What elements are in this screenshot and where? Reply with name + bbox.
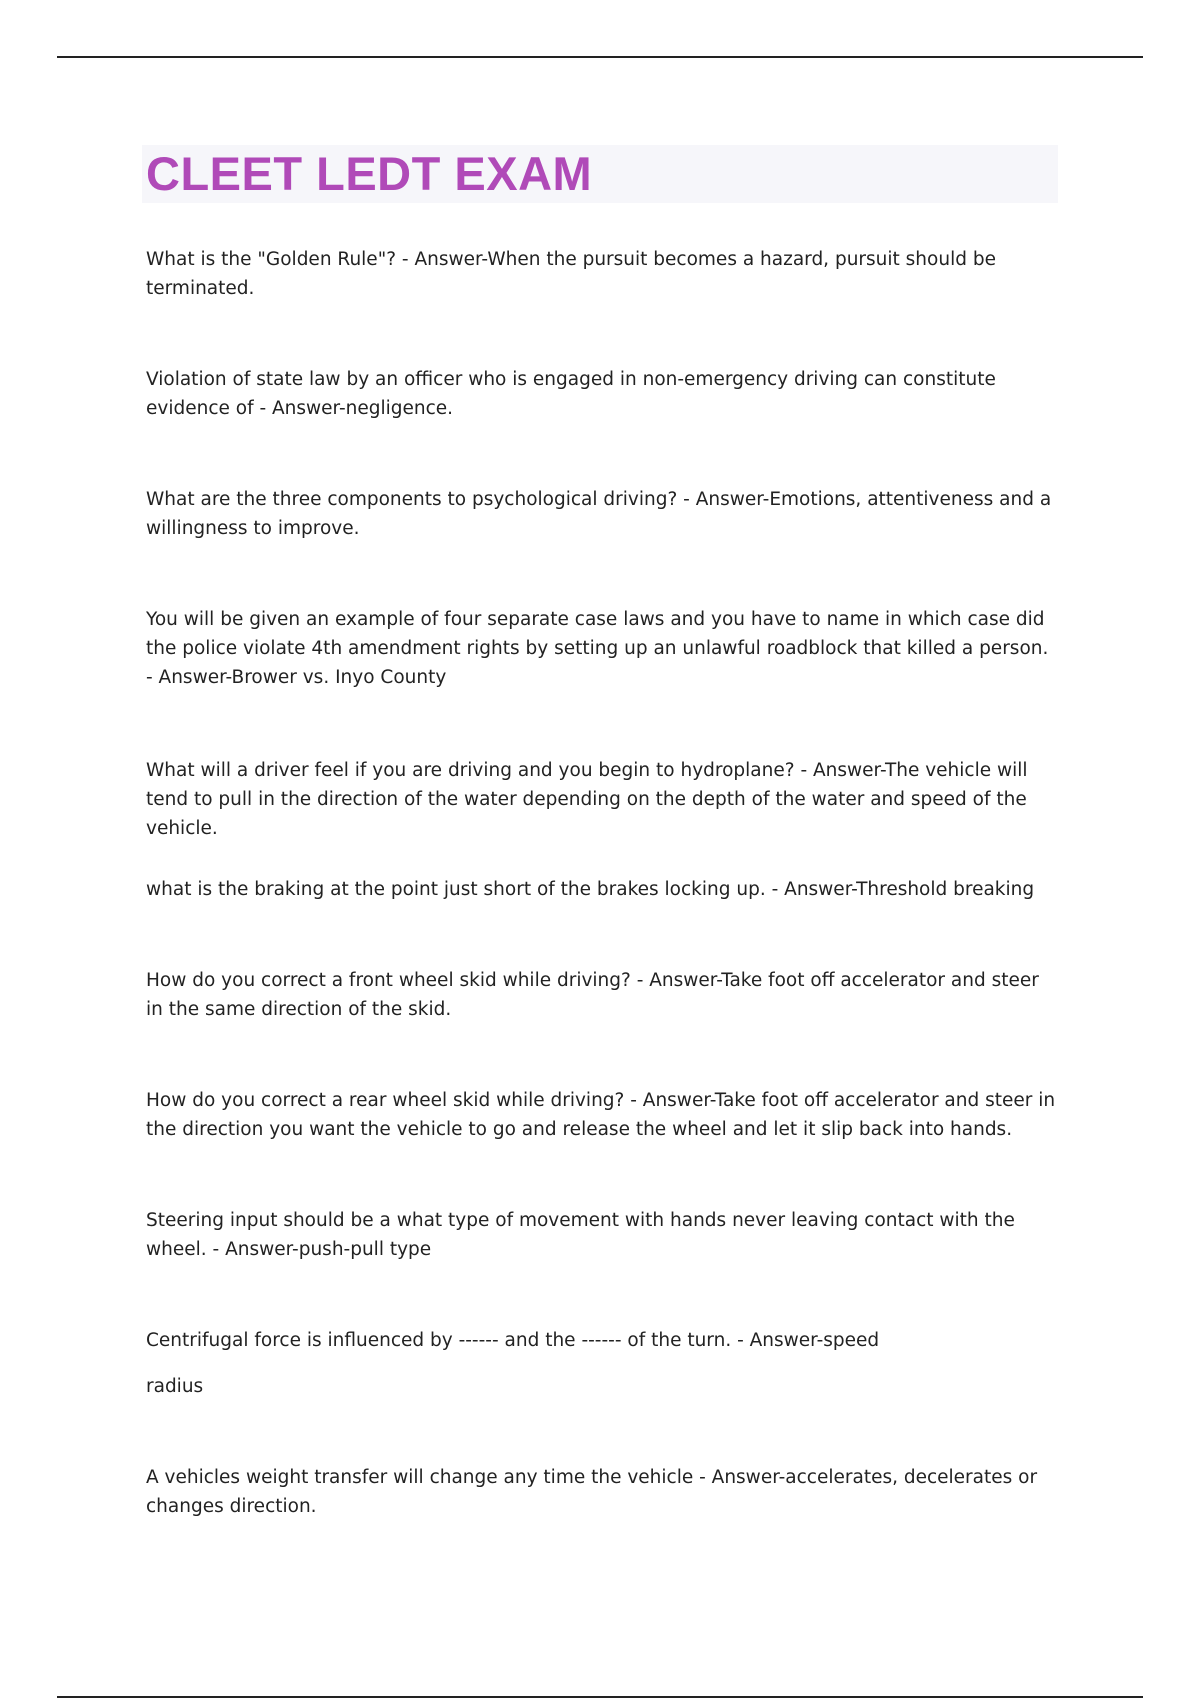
- qa-item-8: How do you correct a rear wheel skid while driving? - Answer-Take foot off accelerator and steer in the direction you want the vehicle to go and release the wheel and let it slip back into hands.: [146, 1090, 1056, 1140]
- qa-item-2: Violation of state law by an officer who is engaged in non-emergency driving can constitute evidence of - Answer-negligence.: [146, 369, 996, 419]
- qa-item-7: How do you correct a front wheel skid while driving? - Answer-Take foot off accelerator and steer in the same direction of the skid.: [146, 970, 1039, 1020]
- qa-item-6: what is the braking at the point just short of the brakes locking up. - Answer-Threshold breaking: [146, 879, 1035, 900]
- document-title: CLEET LEDT EXAM: [146, 147, 593, 200]
- qa-item-10-answer-continuation: radius: [146, 1376, 204, 1397]
- top-rule: [57, 56, 1143, 58]
- bottom-rule: [57, 1696, 1143, 1698]
- qa-item-4: You will be given an example of four separate case laws and you have to name in which case did the police violate 4th amendment rights by setting up an unlawful roadblock that killed a person. - Answer-Brower vs. Inyo County: [146, 609, 1049, 688]
- qa-item-9: Steering input should be a what type of movement with hands never leaving contact with the wheel. - Answer-push-pull type: [146, 1210, 1015, 1260]
- qa-item-11: A vehicles weight transfer will change any time the vehicle - Answer-accelerates, decelerates or changes direction.: [146, 1467, 1038, 1517]
- qa-item-3: What are the three components to psychological driving? - Answer-Emotions, attentiveness and a willingness to improve.: [146, 489, 1052, 539]
- qa-item-5: What will a driver feel if you are driving and you begin to hydroplane? - Answer-The vehicle will tend to pull in the direction of the water depending on the depth of the water and speed of the vehicle.: [146, 760, 1028, 839]
- qa-item-10: Centrifugal force is influenced by ------ and the ------ of the turn. - Answer-speed: [146, 1330, 880, 1351]
- qa-item-1: What is the "Golden Rule"? - Answer-When the pursuit becomes a hazard, pursuit should be terminated.: [146, 249, 996, 299]
